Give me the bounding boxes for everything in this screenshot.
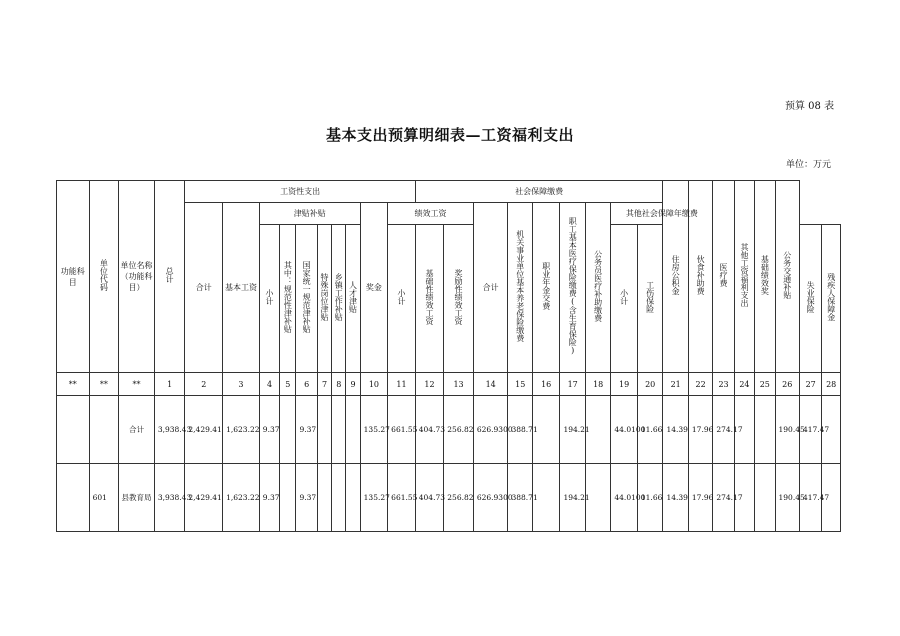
header-unit-code: 单位代码 bbox=[89, 181, 119, 373]
cell-pension: 388.71 bbox=[508, 396, 532, 464]
header-unit-name: 单位名称（功能科目） bbox=[119, 181, 155, 373]
cell-perf-subtotal: 661.55 bbox=[388, 464, 416, 532]
index-cell: 4 bbox=[259, 373, 279, 396]
cell-medical-fee bbox=[755, 396, 775, 464]
unit-label: 单位：万元 bbox=[786, 160, 832, 170]
index-cell: 17 bbox=[560, 373, 585, 396]
header-group-wage: 工资性支出 bbox=[185, 181, 415, 203]
cell-allow-reg bbox=[280, 396, 296, 464]
cell-disabled: 17.96 bbox=[688, 396, 712, 464]
header-allow-state: 国家统一规范津补贴 bbox=[296, 225, 317, 373]
header-meal: 伙食补助费 bbox=[688, 181, 712, 373]
cell-total: 3,938.43 bbox=[154, 464, 185, 532]
header-func-subject: 功能科目 bbox=[57, 181, 90, 373]
budget-table bbox=[56, 180, 841, 532]
cell-allow-township bbox=[332, 464, 346, 532]
index-cell: 28 bbox=[822, 373, 841, 396]
cell-bonus: 135.27 bbox=[360, 396, 388, 464]
index-cell: 10 bbox=[360, 373, 388, 396]
cell-total: 3,938.43 bbox=[154, 396, 185, 464]
cell-allow-special bbox=[317, 464, 331, 532]
cell-medical: 194.21 bbox=[560, 464, 585, 532]
header-bonus: 奖金 bbox=[360, 203, 388, 373]
cell-injury: 11.66 bbox=[637, 396, 663, 464]
header-allow-subtotal: 小计 bbox=[259, 225, 279, 373]
cell-bonus: 135.27 bbox=[360, 464, 388, 532]
cell-perf-reward: 256.82 bbox=[444, 396, 474, 464]
cell-allow-state: 9.37 bbox=[296, 396, 317, 464]
table-row-total bbox=[57, 396, 841, 464]
cell-medical-fee bbox=[755, 464, 775, 532]
cell-disabled: 17.96 bbox=[688, 464, 712, 532]
header-group-allowance: 津贴补贴 bbox=[259, 203, 360, 225]
cell-allow-subtotal: 9.37 bbox=[259, 396, 279, 464]
cell-unemployment: 14.39 bbox=[663, 464, 688, 532]
header-allow-special: 特殊岗位津贴 bbox=[317, 225, 331, 373]
header-other-welfare: 其他工资福利支出 bbox=[734, 181, 754, 373]
index-cell: 20 bbox=[637, 373, 663, 396]
index-cell: 8 bbox=[332, 373, 346, 396]
page-title: 基本支出预算明细表—工资福利支出 bbox=[325, 126, 574, 144]
index-cell: 25 bbox=[755, 373, 775, 396]
index-cell: 18 bbox=[585, 373, 610, 396]
index-cell: 24 bbox=[734, 373, 754, 396]
cell-wage-total: 2,429.41 bbox=[185, 464, 223, 532]
cell-perf-subtotal: 661.55 bbox=[388, 396, 416, 464]
index-cell: 6 bbox=[296, 373, 317, 396]
index-cell: 9 bbox=[346, 373, 360, 396]
cell-allow-state: 9.37 bbox=[296, 464, 317, 532]
index-cell: 27 bbox=[799, 373, 821, 396]
cell-basic-perf-reward: 417.47 bbox=[799, 464, 821, 532]
cell-name: 合计 bbox=[119, 396, 155, 464]
header-perf-subtotal: 小计 bbox=[388, 225, 416, 373]
header-perf-reward: 奖励性绩效工资 bbox=[444, 225, 474, 373]
cell-basic-perf-reward: 417.47 bbox=[799, 396, 821, 464]
cell-perf-basic: 404.73 bbox=[415, 396, 444, 464]
index-cell: 2 bbox=[185, 373, 223, 396]
index-cell: 22 bbox=[688, 373, 712, 396]
index-cell: 13 bbox=[444, 373, 474, 396]
cell-allow-reg bbox=[280, 464, 296, 532]
header-pension: 机关事业单位基本养老保险缴费 bbox=[508, 203, 532, 373]
header-unemployment: 失业保险 bbox=[799, 225, 821, 373]
cell-basic-wage: 1,623.22 bbox=[223, 464, 260, 532]
cell-social-total: 626.9300 bbox=[473, 396, 508, 464]
header-basic-perf-reward: 基础绩效奖 bbox=[755, 181, 775, 373]
cell-housing-fund: 274.17 bbox=[713, 396, 734, 464]
cell-func bbox=[57, 464, 90, 532]
header-allow-reg: 其中：规范性津补贴 bbox=[280, 225, 296, 373]
index-cell: 21 bbox=[663, 373, 688, 396]
cell-allow-township bbox=[332, 396, 346, 464]
cell-allow-special bbox=[317, 396, 331, 464]
index-cell: 3 bbox=[223, 373, 260, 396]
index-row bbox=[57, 373, 841, 396]
cell-housing-fund: 274.17 bbox=[713, 464, 734, 532]
cell-code: 601 bbox=[89, 464, 119, 532]
index-cell: 7 bbox=[317, 373, 331, 396]
form-tag: 预算 08 表 bbox=[785, 101, 835, 112]
index-cell: ** bbox=[57, 373, 90, 396]
index-cell: 12 bbox=[415, 373, 444, 396]
header-perf-basic: 基础性绩效工资 bbox=[415, 225, 444, 373]
cell-name: 县教育局 bbox=[119, 464, 155, 532]
header-annuity: 职业年金交费 bbox=[532, 203, 560, 373]
header-group-social: 社会保障缴费 bbox=[415, 181, 663, 203]
header-other-subtotal: 小计 bbox=[611, 225, 638, 373]
cell-medical: 194.21 bbox=[560, 396, 585, 464]
index-cell: 5 bbox=[280, 373, 296, 396]
cell-allow-talent bbox=[346, 396, 360, 464]
header-medical-fee: 医疗费 bbox=[713, 181, 734, 373]
header-group-other-social: 其他社会保障年缴费 bbox=[611, 203, 713, 225]
cell-allow-talent bbox=[346, 464, 360, 532]
cell-code bbox=[89, 396, 119, 464]
header-social-total: 合计 bbox=[473, 203, 508, 373]
cell-other-subtotal: 44.0100 bbox=[611, 396, 638, 464]
cell-other-subtotal: 44.0100 bbox=[611, 464, 638, 532]
index-cell: ** bbox=[89, 373, 119, 396]
index-cell: 26 bbox=[775, 373, 799, 396]
header-allow-township: 乡镇工作补贴 bbox=[332, 225, 346, 373]
header-wage-total: 合计 bbox=[185, 203, 223, 373]
cell-pension: 388.71 bbox=[508, 464, 532, 532]
cell-perf-basic: 404.73 bbox=[415, 464, 444, 532]
cell-allow-subtotal: 9.37 bbox=[259, 464, 279, 532]
cell-social-total: 626.9300 bbox=[473, 464, 508, 532]
cell-basic-wage: 1,623.22 bbox=[223, 396, 260, 464]
header-housing-fund: 住房公积金 bbox=[663, 181, 688, 373]
index-cell: 16 bbox=[532, 373, 560, 396]
cell-injury: 11.66 bbox=[637, 464, 663, 532]
index-cell: 19 bbox=[611, 373, 638, 396]
cell-unemployment: 14.39 bbox=[663, 396, 688, 464]
header-disabled: 残疾人保障金 bbox=[822, 225, 841, 373]
cell-other-welfare: 190.45 bbox=[775, 464, 799, 532]
cell-other-welfare: 190.45 bbox=[775, 396, 799, 464]
cell-perf-reward: 256.82 bbox=[444, 464, 474, 532]
cell-func bbox=[57, 396, 90, 464]
index-cell: 1 bbox=[154, 373, 185, 396]
header-transport: 公务交通补贴 bbox=[775, 181, 799, 373]
header-injury: 工伤保险 bbox=[637, 225, 663, 373]
header-allow-talent: 人才津贴 bbox=[346, 225, 360, 373]
index-cell: ** bbox=[119, 373, 155, 396]
index-cell: 14 bbox=[473, 373, 508, 396]
header-basic-wage: 基本工资 bbox=[223, 203, 260, 373]
index-cell: 23 bbox=[713, 373, 734, 396]
table-row-unit bbox=[57, 464, 841, 532]
header-group-perf: 绩效工资 bbox=[388, 203, 474, 225]
header-civil-medical: 公务员医疗补助缴费 bbox=[585, 203, 610, 373]
header-medical: 职工基本医疗保险缴费(含生育保险) bbox=[560, 203, 585, 373]
index-cell: 15 bbox=[508, 373, 532, 396]
header-total: 总计 bbox=[154, 181, 185, 373]
cell-wage-total: 2,429.41 bbox=[185, 396, 223, 464]
index-cell: 11 bbox=[388, 373, 416, 396]
